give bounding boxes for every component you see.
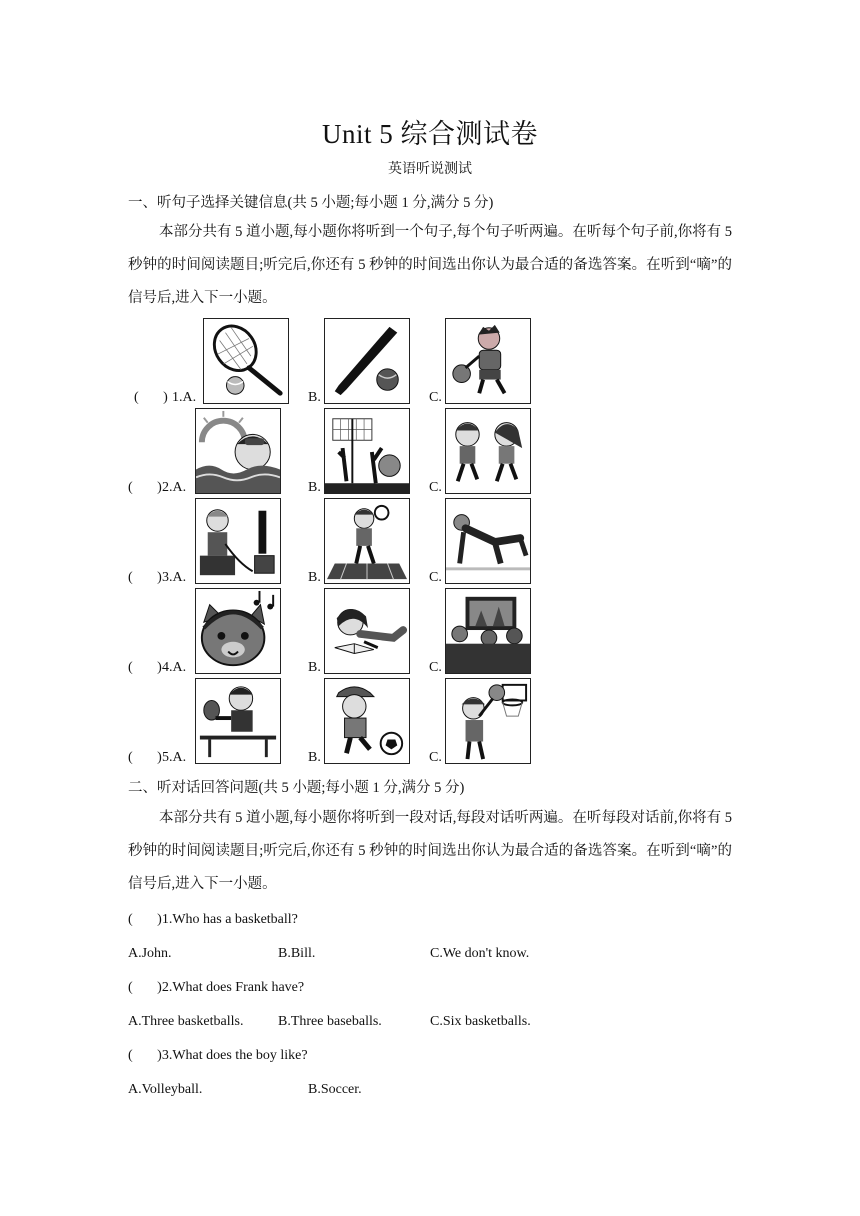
question-number: 2.A. xyxy=(162,480,187,495)
baseball-bat-icon[interactable] xyxy=(324,318,410,404)
question-number: 3.A. xyxy=(162,570,187,585)
option-b-label: B. xyxy=(308,480,321,495)
basketball-girl-icon[interactable] xyxy=(445,678,531,764)
answer-blank[interactable]: ( ) xyxy=(134,390,168,405)
picture-question-3 xyxy=(128,498,748,588)
reading-girl-icon[interactable] xyxy=(324,588,410,674)
option-c-label: C. xyxy=(429,660,442,675)
option-c-label: C. xyxy=(429,750,442,765)
option-c[interactable]: C.We don't know. xyxy=(430,946,530,961)
question-number: 4.A. xyxy=(162,660,187,675)
dialogue-question-2: ( )2.What does Frank have? xyxy=(128,980,305,995)
watching-tv-icon[interactable] xyxy=(445,588,531,674)
section2-heading: 二、听对话回答问题(共 5 小题;每小题 1 分,满分 5 分) xyxy=(128,780,465,796)
dialogue-question-1: ( )1.Who has a basketball? xyxy=(128,912,298,927)
swimming-kid-icon[interactable] xyxy=(195,408,281,494)
running-kids-icon[interactable] xyxy=(445,408,531,494)
basketball-player-icon[interactable] xyxy=(445,318,531,404)
picture-question-4 xyxy=(128,588,748,678)
picture-question-2 xyxy=(128,408,748,498)
table-tennis-icon[interactable] xyxy=(195,678,281,764)
ping-pong-player-icon[interactable] xyxy=(324,498,410,584)
option-b-label: B. xyxy=(308,660,321,675)
option-a[interactable]: A.Volleyball. xyxy=(128,1082,203,1097)
picture-question-5 xyxy=(128,678,748,768)
option-c-label: C. xyxy=(429,480,442,495)
question-number: 5.A. xyxy=(162,750,187,765)
page-title: Unit 5 综合测试卷 xyxy=(321,119,538,149)
option-b-label: B. xyxy=(308,750,321,765)
option-c[interactable]: C.Six basketballs. xyxy=(430,1014,531,1029)
option-b[interactable]: B.Soccer. xyxy=(308,1082,362,1097)
dialogue-question-3: ( )3.What does the boy like? xyxy=(128,1048,308,1063)
answer-blank[interactable]: ( ) xyxy=(128,660,162,675)
music-cat-icon[interactable] xyxy=(195,588,281,674)
option-c-label: C. xyxy=(429,570,442,585)
video-game-icon[interactable] xyxy=(195,498,281,584)
option-b-label: B. xyxy=(308,390,321,405)
volleyball-net-icon[interactable] xyxy=(324,408,410,494)
option-a[interactable]: A.John. xyxy=(128,946,172,961)
option-b-label: B. xyxy=(308,570,321,585)
section1-instructions: 本部分共有 5 道小题,每小题你将听到一个句子,每个句子听两遍。在听每个句子前,你将有 5 秒钟的时间阅读题目;听完后,你还有 5 秒钟的时间选出你认为最合适的备选答案。在听到“嘀”的信号后,进入下一小题。 xyxy=(128,224,732,306)
section1-heading: 一、听句子选择关键信息(共 5 小题;每小题 1 分,满分 5 分) xyxy=(128,195,494,211)
tennis-racket-icon[interactable] xyxy=(203,318,289,404)
question-number: 1.A. xyxy=(172,390,197,405)
answer-blank[interactable]: ( ) xyxy=(128,750,162,765)
exercise-stretch-icon[interactable] xyxy=(445,498,531,584)
section2-instructions: 本部分共有 5 道小题,每小题你将听到一段对话,每段对话听两遍。在听每段对话前,你将有 5 秒钟的时间阅读题目;听完后,你还有 5 秒钟的时间选出你认为最合适的备选答案。在听到“嘀”的信号后,进入下一小题。 xyxy=(128,810,732,892)
option-b[interactable]: B.Bill. xyxy=(278,946,316,961)
picture-question-1 xyxy=(128,318,748,408)
page-subtitle: 英语听说测试 xyxy=(388,162,472,177)
answer-blank[interactable]: ( ) xyxy=(128,480,162,495)
soccer-boy-icon[interactable] xyxy=(324,678,410,764)
option-a[interactable]: A.Three basketballs. xyxy=(128,1014,244,1029)
option-c-label: C. xyxy=(429,390,442,405)
option-b[interactable]: B.Three baseballs. xyxy=(278,1014,382,1029)
answer-blank[interactable]: ( ) xyxy=(128,570,162,585)
